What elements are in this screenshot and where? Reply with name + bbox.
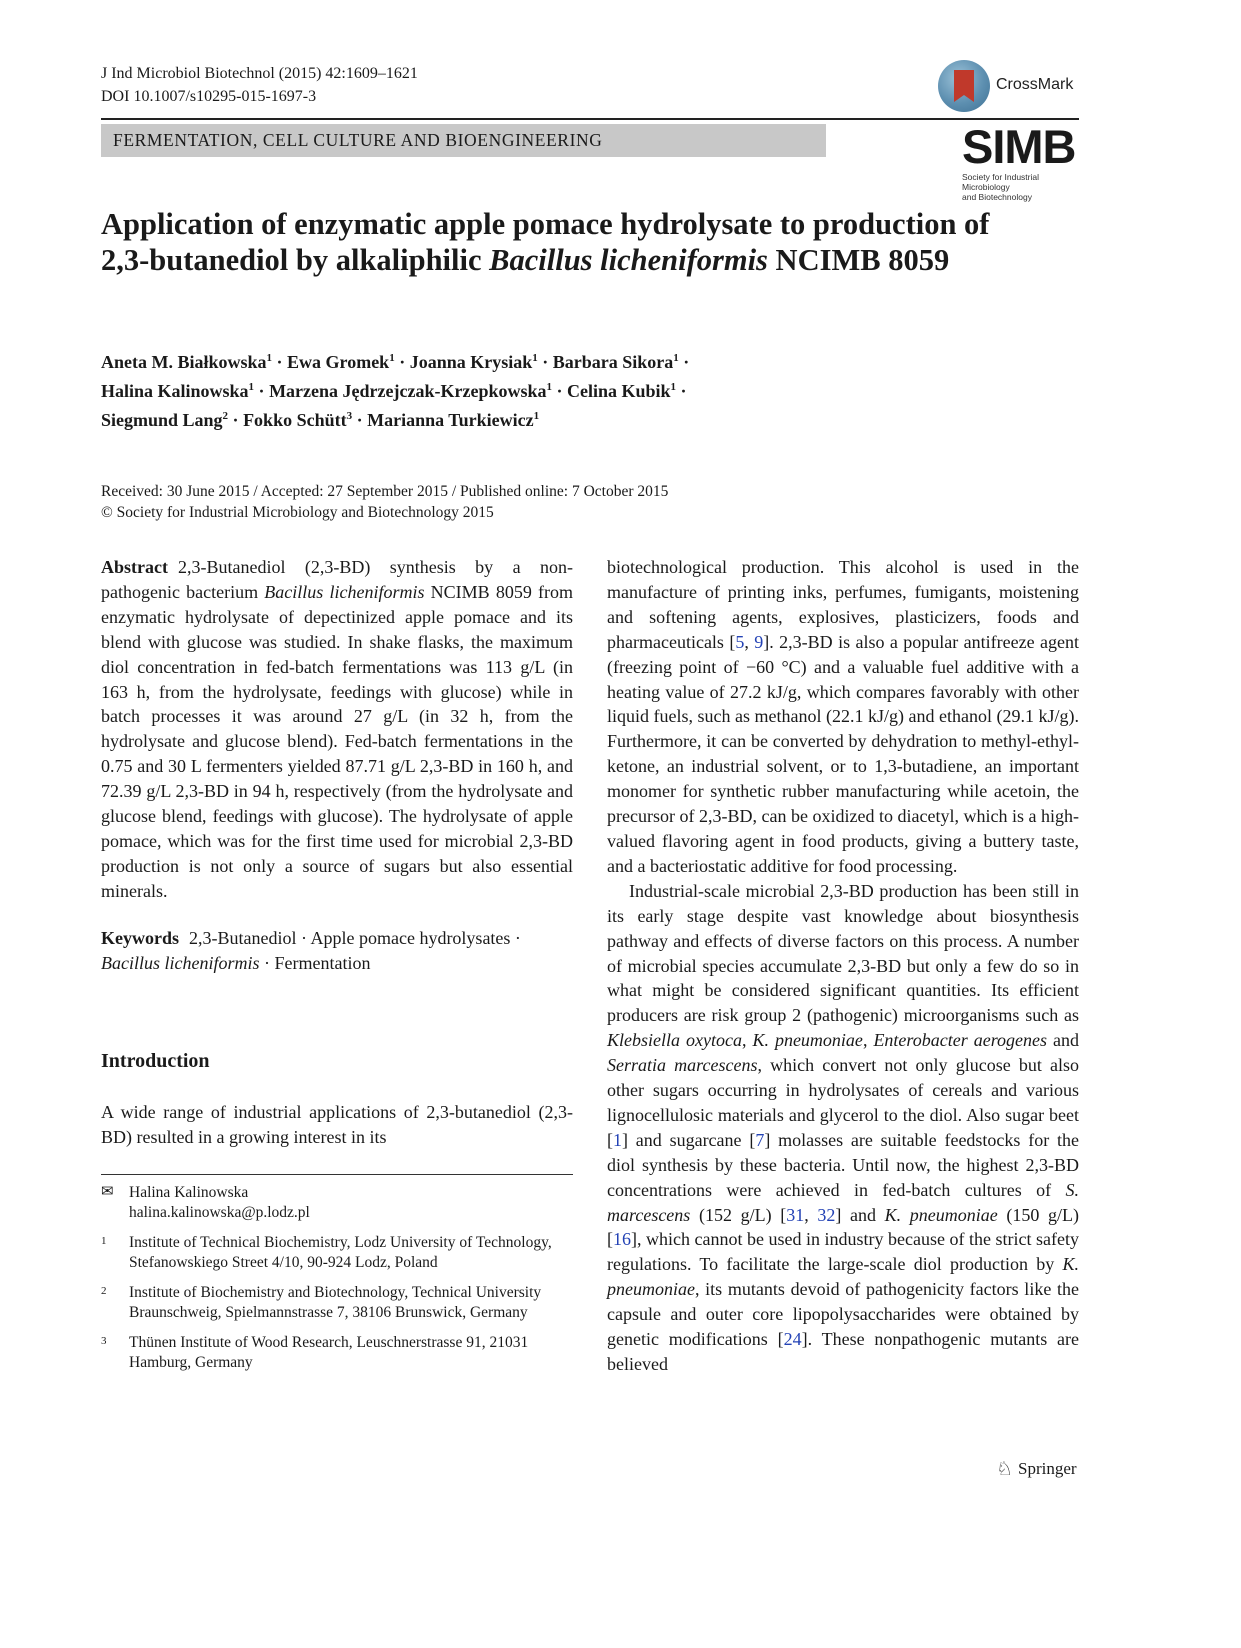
author-name: Marianna Turkiewicz [367,410,534,430]
affiliation-1: 1 Institute of Technical Biochemistry, Lodz University of Technology, Stefanowskiego Street 4/10, 90-924 Lodz, Poland [101,1234,552,1271]
crossmark-badge[interactable] [938,60,1088,114]
citation-link[interactable]: 24 [783,1329,802,1350]
simb-logo [962,120,1082,202]
citation-link[interactable]: 16 [613,1229,631,1250]
author-name: Ewa Gromek [287,352,390,372]
citation-link[interactable]: 5 [735,631,745,652]
author-affiliation-mark: 1 [248,381,255,393]
citation-link[interactable]: 31 [786,1204,805,1225]
publication-dates [101,481,1001,523]
author-affiliation-mark: 1 [673,352,679,364]
author-affiliation-mark: 1 [389,352,395,364]
affiliation-2: 2 Institute of Biochemistry and Biotechnology, Technical University Braunschweig, Spielmannstrasse 7, 38106 Brunswick, Germany [101,1284,542,1321]
corresponding-name: Halina Kalinowska [129,1184,249,1201]
author-affiliation-mark: 1 [533,410,540,422]
author-affiliation-mark: 1 [532,352,538,364]
citation-link[interactable]: 1 [613,1129,622,1150]
footnotes [101,1183,573,1383]
author-name: Joanna Krysiak [409,352,533,372]
abstract: Abstract 2,3-Butanediol (2,3-BD) synthesis by a non-pathogenic bacterium Bacillus licheniformis NCIMB 8059 from enzymatic hydrolysate of depectinized apple pomace and its blend with glucose was studied. In shake flasks, the maximum diol concentration in fed-batch fermentations was 113 g/L (in 163 h, from the hydrolysate, feedings with glucose) while in batch processes it was around 27 g/L (in 32 h, from the hydrolysate and glucose blend). Fed-batch fermentations in the 0.75 and 30 L fermenters yielded 87.71 g/L 2,3-BD in 160 h, and 72.39 g/L 2,3-BD in 94 h, respectively (from the hydrolysate and glucose blend, feedings with glucose). The hydrolysate of apple pomace, which was for the first time used for microbial 2,3-BD production is not only a source of sugars but also essential minerals. [101,557,574,901]
crossmark-label: CrossMark [996,76,1074,93]
footnote-rule [101,1174,573,1175]
section-banner: FERMENTATION, CELL CULTURE AND BIOENGINEERING [101,124,826,157]
copyright-line: © Society for Industrial Microbiology and Biotechnology 2015 [101,504,494,521]
author-name: Marzena Jędrzejczak-Krzepkowska [269,381,547,401]
springer-horse-icon: ♘ [996,1458,1014,1480]
author-affiliation-mark: 3 [346,410,353,422]
author-affiliation-mark: 1 [266,352,273,364]
journal-line: J Ind Microbiol Biotechnol (2015) 42:1609–1621 [101,65,418,82]
simb-tagline: Society for Industrial Microbiology and Biotechnology [962,172,1040,202]
paragraph-2: Industrial-scale microbial 2,3-BD production has been still in its early stage despite vast knowledge about biosynthesis pathway and effects of diverse factors on this process. A number of microbial species accumulate 2,3-BD but only a few do so in what might be considered significant quantities. Its efficient producers are risk group 2 (pathogenic) microorganisms such as Klebsiella oxytoca, K. pneumoniae, Enterobacter aerogenes and Serratia marcescens, which convert not only glucose but also other sugars occurring in hydrolysates of cereals and various lignocellulosic materials and glycerol to the diol. Also sugar beet [1] and sugarcane [7] molasses are suitable feedstocks for the diol synthesis by these bacteria. Until now, the highest 2,3-BD concentrations were achieved in fed-batch cultures of S. marcescens (152 g/L) [31, 32] and K. pneumoniae (150 g/L) [16], which cannot be used in industry because of the strict safety regulations. To facilitate the large-scale diol production by K. pneumoniae, its mutants devoid of pathogenicity factors like the capsule and outer core lipopolysaccharides were obtained by genetic modifications [24]. These nonpathogenic mutants are believed [607,880,1080,1374]
citation-link[interactable]: 32 [817,1204,836,1225]
citation-link[interactable]: 7 [755,1129,765,1150]
history-line: Received: 30 June 2015 / Accepted: 27 September 2015 / Published online: 7 October 2015 [101,483,669,500]
author-affiliation-mark: 1 [546,381,552,393]
envelope-icon: ✉ [101,1184,114,1200]
abstract-column [101,555,573,976]
keywords-label: Keywords [101,927,179,948]
affiliation-3: 3 Thünen Institute of Wood Research, Leuschnerstrasse 91, 21031 Hamburg, Germany [101,1334,529,1371]
simb-wordmark: SIMB [962,120,1076,173]
author-name: Aneta M. Białkowska [101,352,267,372]
doi-line[interactable]: DOI 10.1007/s10295-015-1697-3 [101,88,317,105]
introduction-text: A wide range of industrial applications of 2,3-butanediol (2,3-BD) resulted in a growing interest in its [101,1102,573,1147]
corresponding-email[interactable]: halina.kalinowska@p.lodz.pl [129,1204,310,1221]
author-list: Aneta M. Białkowska$^1$ · Ewa Gromek$^1$ · Joanna Krysiak$^1$ · Barbara Sikora$^1$ · Halina Kalinowska$^1$ · Marzena Jędrzejczak-Krzepkowska$^1$ · Celina Kubik$^1$ · Siegmund Lang$^2$ · Fokko Schütt$^3$ · Marianna Turkiewicz$^1$ [101,352,690,430]
author-name: Barbara Sikora [552,352,674,372]
author-affiliation-mark: 2 [222,410,229,422]
author-name: Celina Kubik [567,381,671,401]
author-affiliation-mark: 1 [670,381,677,393]
article-title: Application of enzymatic apple pomace hydrolysate to production of 2,3-butanediol by alkaliphilic Bacillus licheniformis NCIMB 8059 [101,207,990,277]
author-name: Siegmund Lang [101,410,223,430]
citation-link[interactable]: 9 [754,631,764,652]
author-name: Halina Kalinowska [101,381,249,401]
author-name: Fokko Schütt [243,410,347,430]
paragraph-1: biotechnological production. This alcohol is used in the manufacture of printing inks, perfumes, fumigants, moistening and softening agents, explosives, plasticizers, foods and pharmaceuticals [5, 9]. 2,3-BD is also a popular antifreeze agent (freezing point of −60 °C) and a valuable fuel additive with a heating value of 27.2 kJ/g, which compares favorably with other liquid fuels, such as methanol (22.1 kJ/g) and ethanol (29.1 kJ/g). Furthermore, it can be converted by dehydration to methyl-ethyl-ketone, an industrial solvent, or to 1,3-butadiene, an important monomer for synthetic rubber manufacturing while acetoin, the precursor of 2,3-BD, can be oxidized to diacetyl, which is a high-valued flavoring agent in food products, giving a buttery taste, and a bacteriostatic additive for food processing. [607,557,1080,876]
header-rule [101,118,1079,120]
introduction-heading: Introduction [101,1050,210,1072]
abstract-label: Abstract [101,557,168,577]
journal-citation [101,62,418,108]
publisher-name: Springer [1018,1459,1077,1478]
keywords: Keywords 2,3-Butanediol · Apple pomace hydrolysates · Bacillus licheniformis · Fermentation [101,927,521,973]
publisher-logo [996,1458,1077,1480]
corresponding-author [101,1183,573,1223]
body-right-column [607,555,1079,1377]
